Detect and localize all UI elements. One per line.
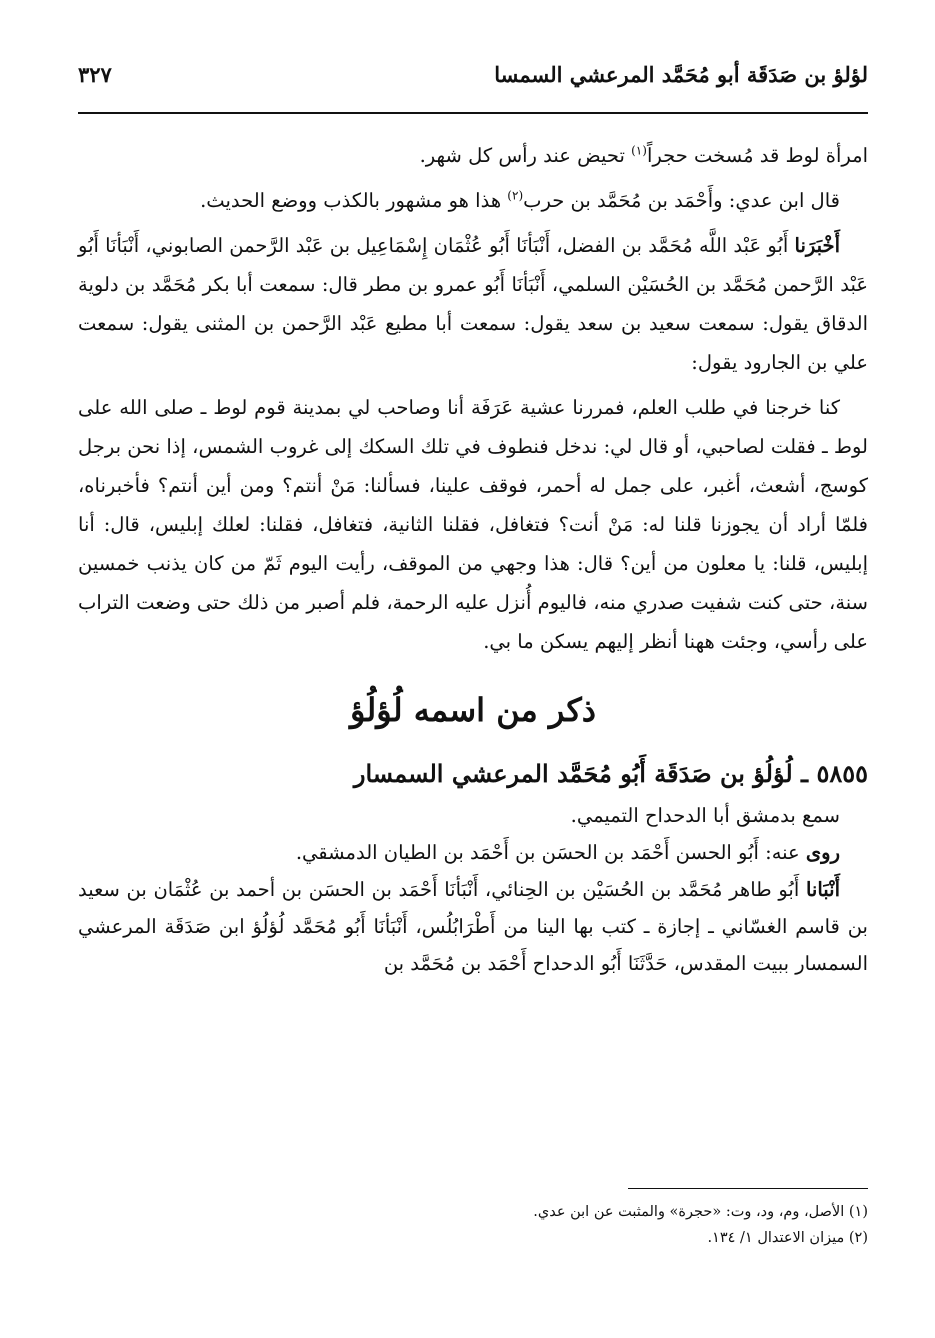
entry-text: [78, 797, 868, 982]
paragraph-2-tail: هذا هو مشهور بالكذب ووضع الحديث.: [200, 189, 508, 212]
entry-heading: ٥٨٥٥ ـ لُؤلُؤ بن صَدَقَة أَبُو مُحَمَّد المرعشي السمسار: [353, 759, 868, 788]
section-heading: ذكر من اسمه لُؤلُؤ: [350, 691, 596, 729]
entry-line-1: سمع بدمشق أبا الدحداح التميمي.: [570, 804, 840, 827]
entry-line-3-text: أَبُو طاهر مُحَمَّد بن الحُسَيْن بن الحِنائي، أَنْبَأنَا أَحْمَد بن الحسَن بن أحمد بن عُثْمَان بن سعيد بن قاسم الغسّاني ـ إجازة ـ كتب بها الينا من أَطْرَابُلُس، أَنْبَأنَا أَبُو مُحَمَّد لُؤلُؤ ابن صَدَقَة المرعشي السمسار ببيت المقدس، حَدَّثَنَا أَبُو الدحداح أَحْمَد بن مُحَمَّد بن: [78, 878, 868, 975]
footnotes: [78, 1188, 868, 1251]
footnote-2: (٢) ميزان الاعتدال ١/ ١٣٤.: [707, 1230, 868, 1246]
entry-line-2: [78, 834, 868, 871]
paragraph-1: [78, 136, 868, 175]
paragraph-4: كنا خرجنا في طلب العلم، فمررنا عشية عَرَفَة أنا وصاحب لي بمدينة قوم لوط ـ صلى الله على لوط ـ فقلت لصاحبي، أو قال لي: ندخل فنطوف في تلك السكك إلى غروب الشمس، إذا نحن برجل كوسج، أشعث، أغبر، على جمل له أحمر، فوقف علينا، فسألنا: مَنْ أنتم؟ ومن أين أنتم؟ فأخبرناه، فلمّا أراد أن يجوزنا قلنا له: مَنْ أنت؟ فتغافل، فقلنا الثانية، فتغافل، فقلنا: لعلك إبليس، قال: أنا إبليس، قلنا: يا معلون من أين؟ قال: هذا وجهي من الموقف، رأيت اليوم ثَمّ من كان يذنب خمسين سنة، حتى كنت شفيت صدري منه، فاليوم أُنزل عليه الرحمة، فلم أصبر من ذلك حتى وضعت التراب على رأسي، وجئت ههنا أنظر إليهم يسكن ما بي.: [78, 396, 868, 653]
paragraph-1-tail: تحيض عند رأس كل شهر.: [419, 144, 632, 167]
paragraph-3-keyword: أَخْبَرَنا: [794, 234, 840, 257]
paragraph-3-text: أَبُو عَبْد اللَّه مُحَمَّد بن الفضل، أَنْبَأنَا أَبُو عُثْمَان إِسْمَاعِيل بن عَبْد الرَّحمن الصابوني، أَنْبَأنَا أَبُو عَبْد الرَّحمن مُحَمَّد بن الحُسَيْن السلمي، أَنْبَأنَا أَبُو عمرو بن مطر قال: سمعت أبا بكر مُحَمَّد بن دلوية الدقاق يقول: سمعت سعيد بن سعد يقول: سمعت أبا مطيع عَبْد الرَّحمن بن المثنى يقول: سمعت علي بن الجارود يقول:: [78, 234, 868, 374]
paragraph-3: [78, 226, 868, 382]
book-page: [78, 62, 868, 1302]
entry-line-3-keyword: أَنْبَانا: [805, 878, 840, 901]
paragraph-2-text: قال ابن عدي: وأَحْمَد بن مُحَمَّد بن حرب: [523, 189, 840, 212]
paragraph-1-text: امرأة لوط قد مُسخت حجراً: [646, 144, 868, 167]
paragraph-2: [78, 181, 868, 220]
entry-line-2-text: عنه: أَبُو الحسن أَحْمَد بن الحسَن بن أَحْمَد بن الطيان الدمشقي.: [295, 841, 806, 864]
footnote-1: (١) الأصل، وم، ود، وت: «حجرة» والمثبت عن ابن عدي.: [533, 1204, 868, 1220]
running-header: [78, 62, 868, 114]
page-number: ٣٢٧: [78, 62, 112, 87]
entry-line-3: [78, 871, 868, 982]
entry-line-2-keyword: روى: [805, 841, 840, 864]
footnote-ref-1: (١): [631, 143, 647, 158]
footnote-rule: [628, 1188, 868, 1199]
running-title: لؤلؤ بن صَدَقَة أبو مُحَمَّد المرعشي السمسا: [494, 62, 868, 87]
footnote-ref-2: (٢): [507, 188, 524, 203]
body-text: [78, 136, 868, 661]
